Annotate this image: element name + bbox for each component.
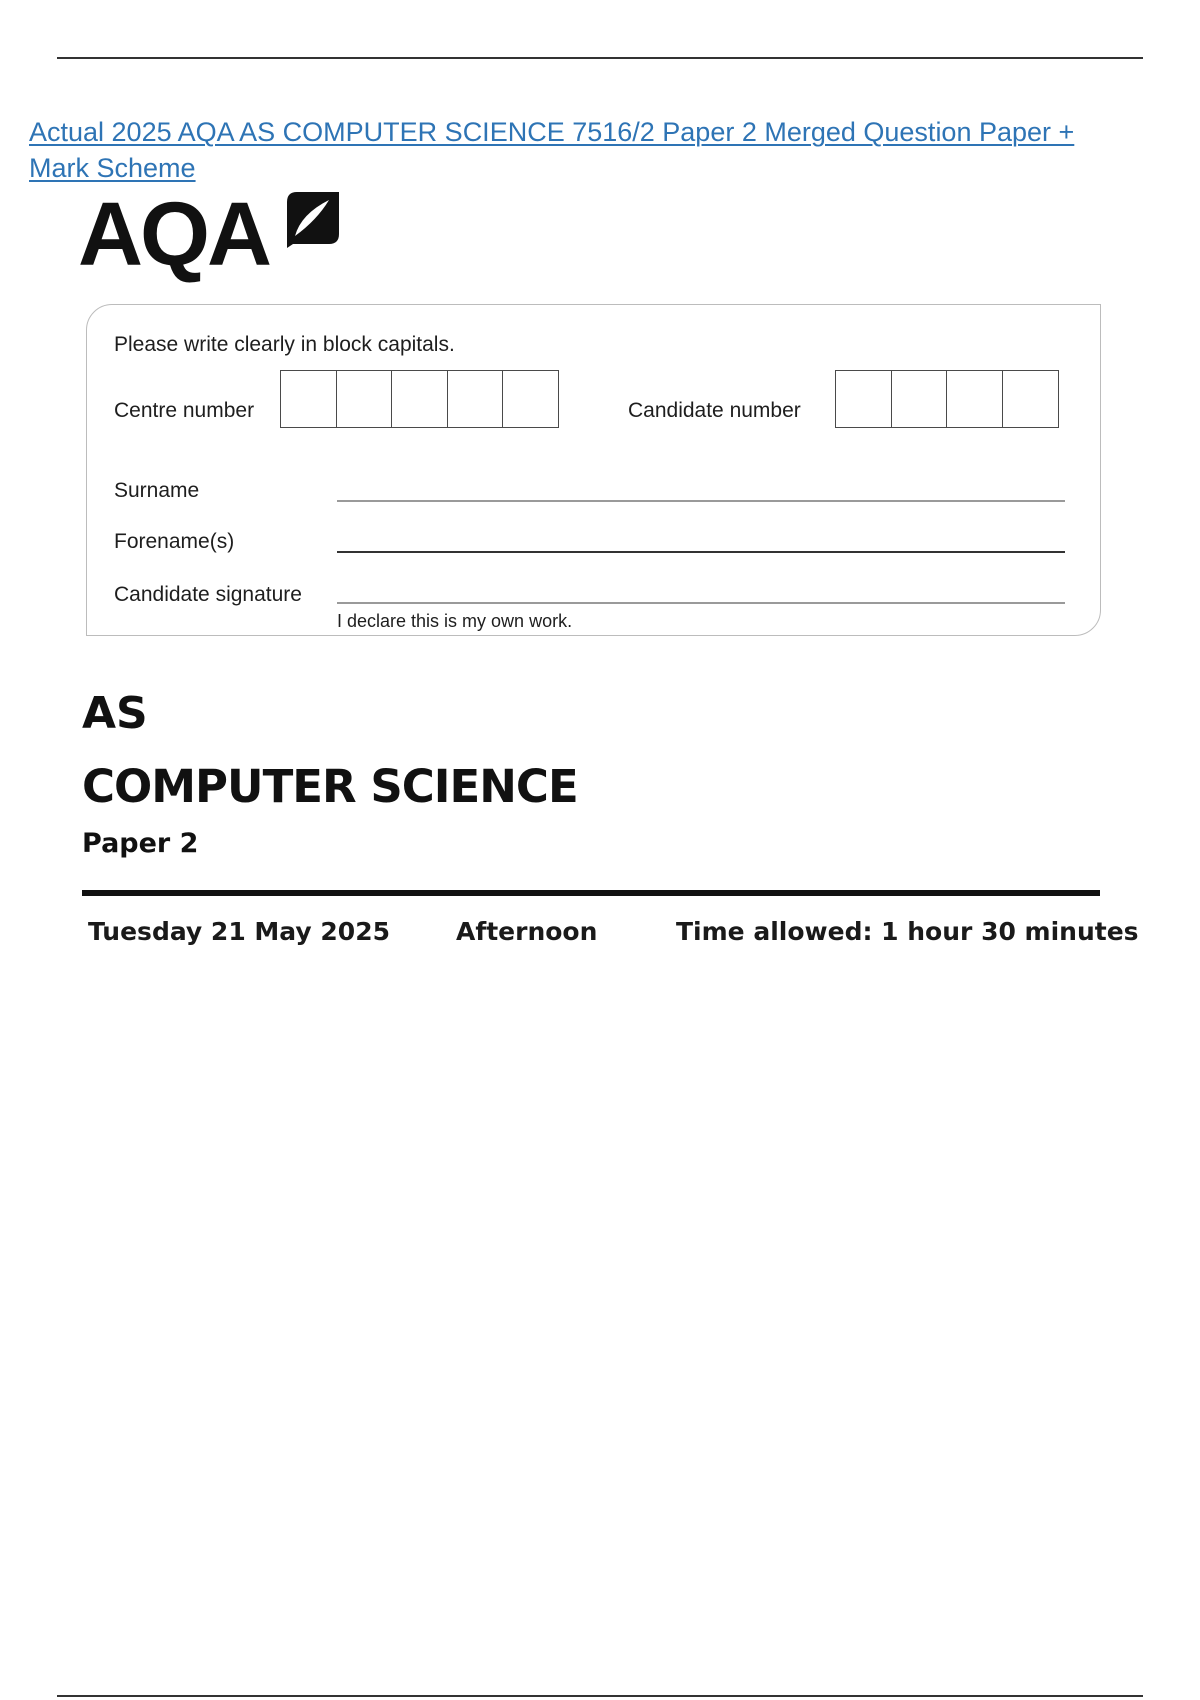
surname-label: Surname <box>114 479 200 502</box>
candidate-number-boxes <box>835 370 1057 428</box>
exam-date: Tuesday 21 May 2025 <box>88 917 390 946</box>
centre-number-box[interactable] <box>336 370 393 428</box>
centre-number-boxes <box>280 370 558 428</box>
form-instruction: Please write clearly in block capitals. <box>114 333 455 356</box>
candidate-number-box[interactable] <box>835 370 892 428</box>
centre-number-box[interactable] <box>280 370 337 428</box>
exam-session: Afternoon <box>456 917 598 946</box>
centre-number-box[interactable] <box>391 370 448 428</box>
signature-label: Candidate signature <box>114 583 302 606</box>
candidate-number-box[interactable] <box>946 370 1003 428</box>
section-divider <box>82 890 1100 896</box>
forename-field[interactable] <box>337 551 1065 553</box>
candidate-details-form <box>86 304 1101 636</box>
forename-label: Forename(s) <box>114 530 235 553</box>
declaration-text: I declare this is my own work. <box>337 611 573 631</box>
candidate-number-box[interactable] <box>891 370 948 428</box>
qualification-level: AS <box>82 688 148 739</box>
aqa-logo <box>78 180 348 290</box>
candidate-number-box[interactable] <box>1002 370 1059 428</box>
aqa-leaf-mark-icon <box>283 188 339 248</box>
surname-field[interactable] <box>337 500 1065 502</box>
subject-title: COMPUTER SCIENCE <box>82 760 578 813</box>
document-title-link[interactable]: Actual 2025 AQA AS COMPUTER SCIENCE 7516/2 Paper 2 Merged Question Paper + Mark Scheme <box>29 117 1075 183</box>
centre-number-box[interactable] <box>447 370 504 428</box>
logo-text: AQA <box>78 185 269 285</box>
centre-number-box[interactable] <box>502 370 559 428</box>
signature-field[interactable] <box>337 602 1065 604</box>
top-rule <box>57 57 1143 59</box>
candidate-number-label: Candidate number <box>628 399 801 422</box>
centre-number-label: Centre number <box>114 399 255 422</box>
time-allowed: Time allowed: 1 hour 30 minutes <box>676 917 1139 946</box>
bottom-rule <box>57 1695 1143 1697</box>
paper-number: Paper 2 <box>82 828 199 859</box>
